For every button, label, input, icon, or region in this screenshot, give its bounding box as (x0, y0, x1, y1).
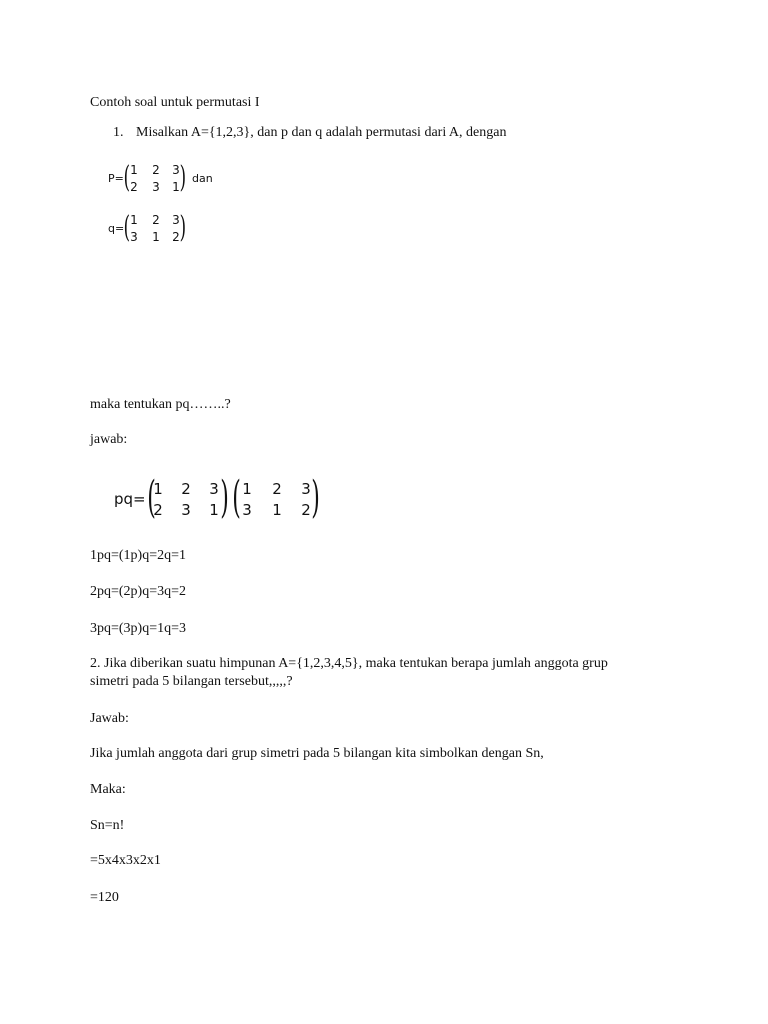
matrix-q-bottom-2: 1 (152, 230, 160, 244)
matrix-p-top-1: 1 (130, 163, 138, 177)
pq-matrix-2-top-2: 2 (272, 480, 282, 498)
answer-2-maka: Maka: (90, 782, 126, 797)
matrix-p-label: P= (108, 172, 124, 185)
answer-2-result: =120 (90, 890, 119, 905)
pq-matrix-1-top-2: 2 (181, 480, 191, 498)
matrix-p-right-paren: ) (179, 160, 187, 195)
pq-matrix-1-right-paren: ) (220, 472, 229, 523)
matrix-q-top-3: 3 (172, 213, 180, 227)
matrix-p-bottom-3: 1 (172, 180, 180, 194)
answer-2-expansion: =5x4x3x2x1 (90, 853, 161, 868)
document-heading: Contoh soal untuk permutasi I (90, 95, 260, 110)
pq-matrix-1-bottom-2: 3 (181, 501, 191, 519)
matrix-q-top-1: 1 (130, 213, 138, 227)
matrix-p-left-paren: ( (123, 160, 131, 195)
matrix-q-label: q= (108, 222, 125, 235)
matrix-q-left-paren: ( (123, 210, 131, 245)
pq-matrix-1-left-paren: ( (147, 472, 156, 523)
pq-matrix-1-bottom-3: 1 (209, 501, 219, 519)
pq-matrix-2-left-paren: ( (232, 472, 241, 523)
matrix-q-bottom-3: 2 (172, 230, 180, 244)
answer-2-explanation: Jika jumlah anggota dari grup simetri pada 5 bilangan kita simbolkan dengan Sn, (90, 746, 544, 761)
pq-matrix-2-top-1: 1 (242, 480, 252, 498)
step-3: 3pq=(3p)q=1q=3 (90, 621, 187, 636)
step-2: 2pq=(2p)q=3q=2 (90, 584, 187, 599)
dan-connector: dan (192, 172, 213, 185)
question-1-number: 1. (113, 125, 124, 140)
answer-2-formula: Sn=n! (90, 818, 125, 833)
pq-matrix-1-top-1: 1 (153, 480, 163, 498)
matrix-q-right-paren: ) (179, 210, 187, 245)
pq-matrix-2-bottom-1: 3 (242, 501, 252, 519)
pq-matrix-2-top-3: 3 (301, 480, 311, 498)
matrix-p-top-2: 2 (152, 163, 160, 177)
answer-1-label: jawab: (90, 432, 128, 447)
pq-matrix-2-bottom-2: 1 (272, 501, 282, 519)
matrix-q-bottom-1: 3 (130, 230, 138, 244)
step-1: 1pq=(1p)q=2q=1 (90, 548, 187, 563)
question-2-line-1: 2. Jika diberikan suatu himpunan A={1,2,3,4,5}, maka tentukan berapa jumlah anggota grup (90, 656, 608, 671)
pq-matrix-1-top-3: 3 (209, 480, 219, 498)
question-2-line-2: simetri pada 5 bilangan tersebut,,,,,? (90, 674, 293, 689)
pq-label: pq= (114, 490, 146, 508)
matrix-p-bottom-2: 3 (152, 180, 160, 194)
pq-matrix-2-right-paren: ) (311, 472, 320, 523)
matrix-p-bottom-1: 2 (130, 180, 138, 194)
question-1-ask: maka tentukan pq……..? (90, 397, 231, 412)
matrix-q-top-2: 2 (152, 213, 160, 227)
matrix-p-top-3: 3 (172, 163, 180, 177)
question-1-text: Misalkan A={1,2,3}, dan p dan q adalah permutasi dari A, dengan (136, 125, 507, 140)
answer-2-label: Jawab: (90, 711, 129, 726)
pq-matrix-1-bottom-1: 2 (153, 501, 163, 519)
pq-matrix-2-bottom-3: 2 (301, 501, 311, 519)
